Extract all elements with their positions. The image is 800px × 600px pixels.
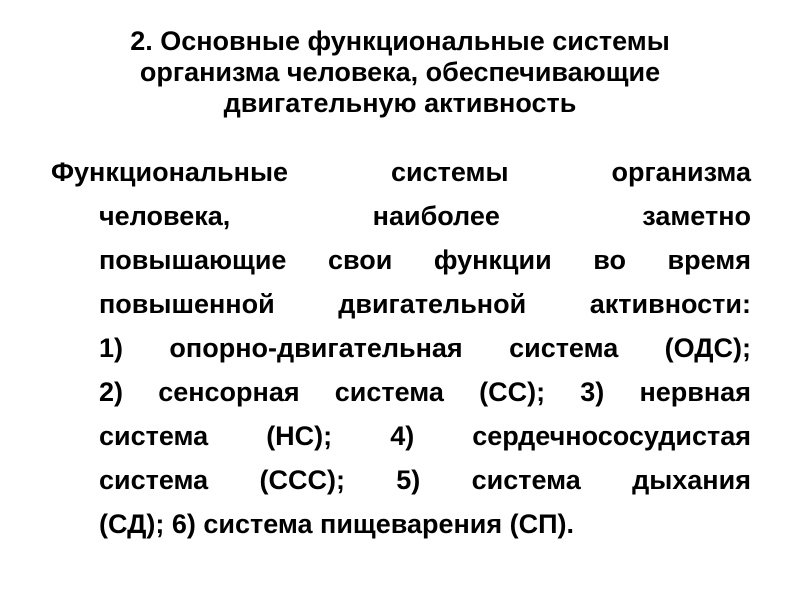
body-word: заметно (642, 201, 751, 231)
body-line (99, 194, 751, 238)
body-word: Функциональные (51, 157, 289, 187)
title-line: 2. Основные функциональные системы (130, 26, 670, 56)
body-word: 2) (99, 377, 124, 407)
body-word: 5) (396, 465, 421, 495)
body-word: 1) (99, 333, 124, 363)
body-word: функции (433, 245, 552, 275)
title-line: организма человека, обеспечивающие (139, 57, 661, 87)
body-word: организма (611, 157, 751, 187)
body-line (99, 370, 751, 414)
body-word: повышенной (99, 289, 275, 319)
body-word: повышающие (99, 245, 287, 275)
body-line (99, 326, 751, 370)
body-line (99, 414, 751, 458)
body-word: сенсорная (158, 377, 300, 407)
body-line (99, 238, 751, 282)
body-paragraph (51, 150, 751, 546)
body-word: время (667, 245, 751, 275)
body-word: (ОДС); (664, 333, 751, 363)
body-word: свои (327, 245, 393, 275)
body-word: наиболее (372, 201, 500, 231)
body-word: человека, (99, 201, 231, 231)
title-line: двигательную активность (223, 88, 577, 118)
body-word: 4) (390, 421, 415, 451)
body-word: система (99, 421, 209, 451)
body-word: система (334, 377, 444, 407)
body-word: (ССС); (259, 465, 345, 495)
body-word: система (99, 465, 209, 495)
body-line (99, 282, 751, 326)
body-word: система (509, 333, 619, 363)
body-line (99, 502, 751, 546)
body-word: двигательной (338, 289, 527, 319)
body-word: опорно-двигательная (169, 333, 463, 363)
body-word: системы (390, 157, 509, 187)
body-word: активности: (589, 289, 751, 319)
body-line (51, 150, 751, 194)
body-word: (НС); (266, 421, 333, 451)
body-word: во (593, 245, 626, 275)
body-word: дыхания (632, 465, 751, 495)
slide-title (60, 26, 740, 119)
body-word: сердечнососудистая (472, 421, 751, 451)
body-word: система (471, 465, 581, 495)
body-line (99, 458, 751, 502)
body-word: (СС); (479, 377, 546, 407)
body-word: нервная (639, 377, 751, 407)
body-word: (СД); 6) система пищеварения (СП). (99, 509, 575, 539)
body-word: 3) (580, 377, 605, 407)
